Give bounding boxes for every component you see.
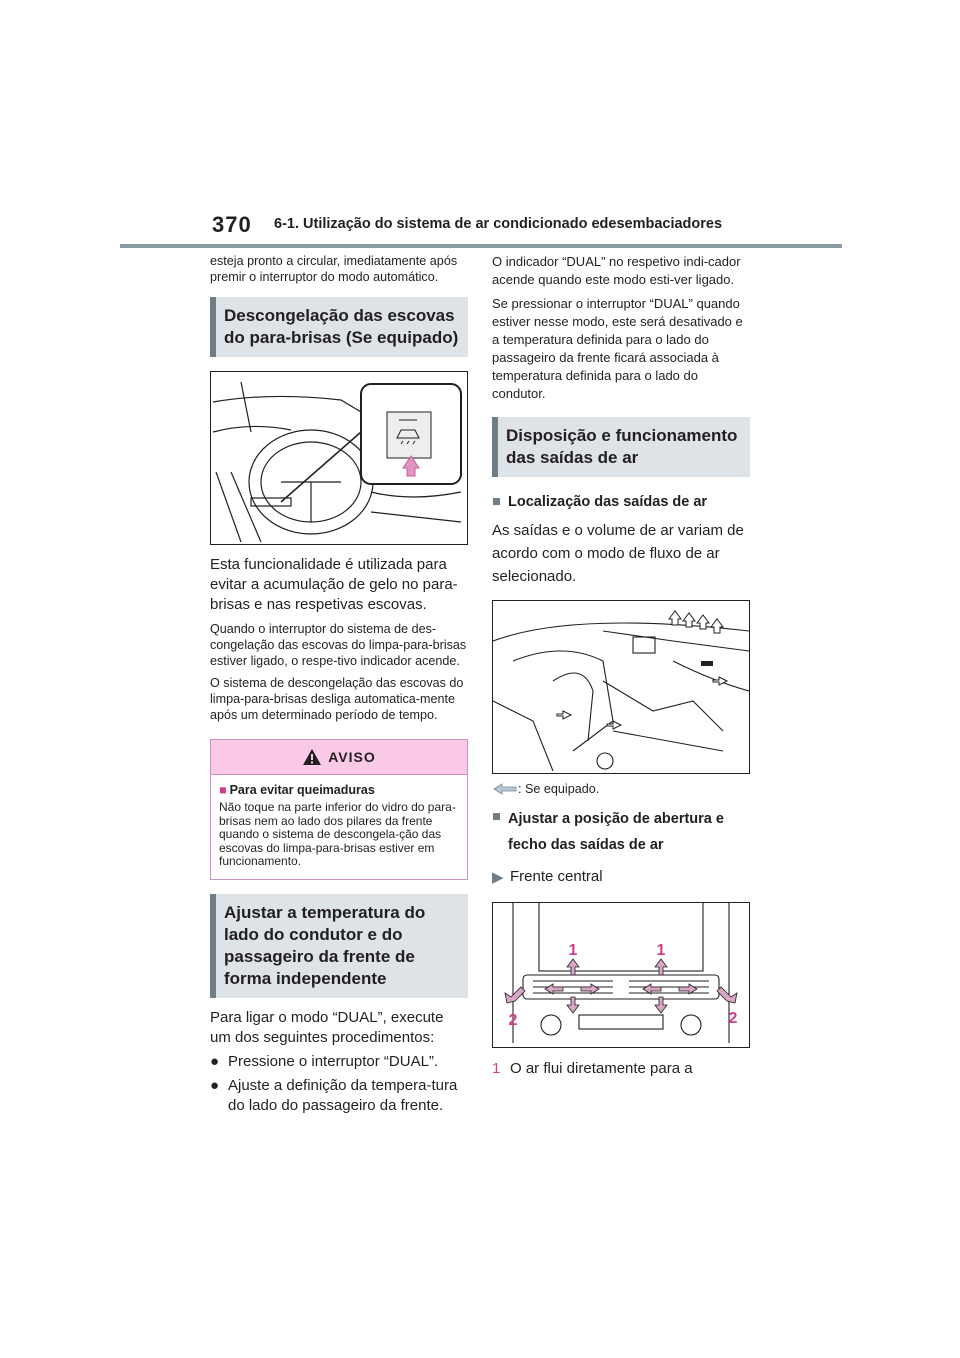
square-bullet-icon: ■ — [219, 783, 227, 797]
subheading-outlet-adjust — [492, 806, 750, 858]
subheading-outlet-location — [492, 491, 750, 513]
outlet-location-body: As saídas e o volume de ar variam de acordo com o modo de fluxo de ar selecionado. — [492, 522, 744, 585]
header-rule — [120, 244, 842, 248]
legend-row — [492, 782, 750, 796]
subheading-text: Ajustar a posição de abertura e fecho das saídas de ar — [508, 811, 724, 853]
callout-label: 1 — [568, 942, 578, 959]
dual-indicator-text: O indicador “DUAL” no respetivo indi-cador acende quando este modo esti-ver ligado. — [492, 254, 741, 287]
numbered-item — [492, 1060, 750, 1077]
warning-header — [211, 740, 467, 775]
figure-wiper-deicer — [210, 371, 468, 545]
section1-note1: Quando o interruptor do sistema de des-congelação das escovas do limpa-para-brisas estiver ligado, o respe-tivo indicador acende. — [210, 622, 467, 668]
left-column — [210, 253, 468, 1116]
warning-icon — [302, 748, 322, 766]
section2-body: Para ligar o modo “DUAL”, execute um dos seguintes procedimentos: — [210, 1008, 444, 1046]
callout-label: 1 — [656, 942, 666, 959]
square-bullet-icon: ■ — [492, 494, 501, 510]
dashboard-illustration — [211, 372, 467, 542]
list-item — [210, 1076, 468, 1116]
list-item-text: Frente central — [510, 868, 603, 885]
airflow-arrow-icons — [557, 611, 727, 729]
square-bullet-icon: ■ — [492, 809, 501, 825]
section-title-wiper-deicer — [210, 297, 468, 357]
section-title-text: Descongelação das escovas do para-brisas (Se equipado) — [224, 306, 459, 347]
section1-body: Esta funcionalidade é utilizada para evitar a acumulação de gelo no para-brisas e nas respetivas escovas. — [210, 556, 458, 613]
right-column — [492, 253, 750, 1077]
page-number: 370 — [212, 212, 252, 237]
cabin-illustration — [493, 601, 749, 771]
bullet-icon: ● — [210, 1052, 220, 1070]
dual-off-text: Se pressionar o interruptor “DUAL” quando estiver nesse modo, este será desativado e a temperatura definida para o lado do passageiro da frente ficará associada à temperatura definida para o lado do condutor. — [492, 296, 743, 401]
section1-note2: O sistema de descongelação das escovas do limpa-para-brisas desliga automatica-mente após um determinado período de tempo. — [210, 676, 464, 722]
header-title: 6-1. Utilização do sistema de ar condicionado edesembaciadores — [274, 216, 723, 232]
subheading-text: Localização das saídas de ar — [508, 494, 708, 510]
list-item-text: Pressione o interruptor “DUAL”. — [228, 1052, 439, 1070]
item-number: 1 — [492, 1060, 501, 1077]
warning-title: AVISO — [328, 749, 376, 765]
numbered-item-text: O ar flui diretamente para a — [510, 1060, 693, 1077]
figure-center-vents — [492, 902, 750, 1048]
center-vents-illustration — [493, 903, 749, 1045]
optional-arrow-icon — [492, 783, 518, 795]
list-item-text: Ajuste a definição da tempera-tura do lado do passageiro da frente. — [228, 1076, 458, 1114]
bullet-icon: ● — [210, 1076, 220, 1094]
warning-subtitle: Para evitar queimaduras — [229, 783, 375, 797]
section-title-text: Ajustar a temperatura do lado do condutor e do passageiro da frente de forma independente — [224, 902, 426, 988]
section-title-air-outlets — [492, 417, 750, 477]
legend-text: : Se equipado. — [518, 782, 600, 796]
warning-text: Não toque na parte inferior do vidro do para-brisas nem ao lado dos pilares da frente quando o sistema de descongela-ção das escovas do limpa-para-brisas estiver em funcionamento. — [219, 800, 456, 868]
section-title-dual — [210, 894, 468, 998]
warning-box — [210, 739, 468, 880]
callout-label: 2 — [508, 1012, 518, 1029]
vent-arrow-icons — [505, 959, 737, 1013]
list-item — [210, 1052, 468, 1072]
intro-text: esteja pronto a circular, imediatamente após premir o interruptor do modo automático. — [210, 254, 458, 284]
list-item — [492, 868, 750, 886]
callout-label: 2 — [728, 1010, 738, 1027]
triangle-bullet-icon: ▶ — [492, 869, 504, 886]
figure-outlet-locations — [492, 600, 750, 774]
section-title-text: Disposição e funcionamento das saídas de ar — [506, 426, 738, 467]
